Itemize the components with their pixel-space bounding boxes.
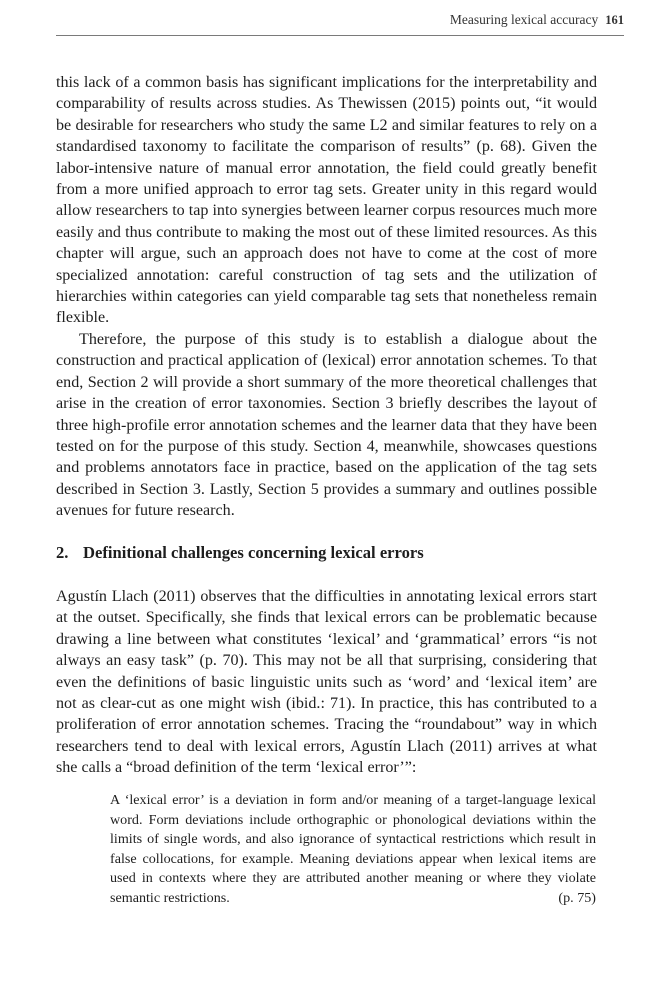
section-text	[56, 586, 597, 779]
section-paragraph: Agustín Llach (2011) observes that the difficulties in annotating lexical errors start at the outset. Specifically, she finds that lexical errors can be problematic because drawing a line between what constitutes ‘lexical’ and ‘grammatical’ errors “is not always an easy task” (p. 70). This may not be all that surprising, considering that even the definitions of basic linguistic units such as ‘word’ and ‘lexical item’ are not as clear-cut as one might wish (ibid.: 71). In practice, this has contributed to a proliferation of error annotation schemes. Tracing the “roundabout” way in which researchers tend to deal with lexical errors, Agustín Llach (2011) arrives at what she calls a “broad definition of the term ‘lexical error’”:	[56, 588, 597, 777]
quote-text: A ‘lexical error’ is a deviation in form and/or meaning of a target-language lexical word. Form deviations include orthographic or phonological deviations within the limits of single words, and also ignorance of syntactical restrictions which result in false collocations, for example. Meaning deviations appear when lexical items are used in contexts where they are attributed another meaning or where they violate semantic restrictions.	[110, 792, 596, 906]
section-title: Definitional challenges concerning lexical errors	[83, 543, 424, 562]
page-number: 161	[605, 13, 624, 27]
paragraph-1: this lack of a common basis has significant implications for the interpretability and comparability of results across studies. As Thewissen (2015) points out, “it would be desirable for researchers who study the same L2 and similar features to rely on a standardised taxonomy to facilitate the comparison of results” (p. 68). Given the labor-intensive nature of manual error annotation, the field could greatly benefit from a more unified approach to error tag sets. Greater unity in this regard would allow researchers to tap into synergies between learner corpus resources much more easily and thus contribute to making the most out of these limited resources. As this chapter will argue, such an approach does not have to come at the cost of more specialized annotation: careful construction of tag sets and the utilization of hierarchies within categories can yield comparable tag sets that nonetheless remain flexible.	[56, 74, 597, 327]
header-rule	[56, 35, 624, 36]
paragraph-2: Therefore, the purpose of this study is to establish a dialogue about the construction and practical application of (lexical) error annotation schemes. To that end, Section 2 will provide a short summary of the more theoretical challenges that arise in the creation of error taxonomies. Section 3 briefly describes the layout of three high-profile error annotation schemes and the learner data that they have been tested on for the purpose of this study. Section 4, meanwhile, showcases questions and problems annotators face in practice, based on the application of the tag sets described in Section 3. Lastly, Section 5 provides a summary and outlines possible avenues for future research.	[56, 330, 597, 520]
quote-citation: (p. 75)	[558, 889, 596, 906]
intro-text	[56, 72, 597, 522]
section-heading	[56, 543, 424, 563]
section-number: 2.	[56, 543, 69, 562]
running-title: Measuring lexical accuracy	[449, 12, 599, 27]
block-quote	[110, 791, 596, 909]
running-header	[450, 12, 624, 28]
